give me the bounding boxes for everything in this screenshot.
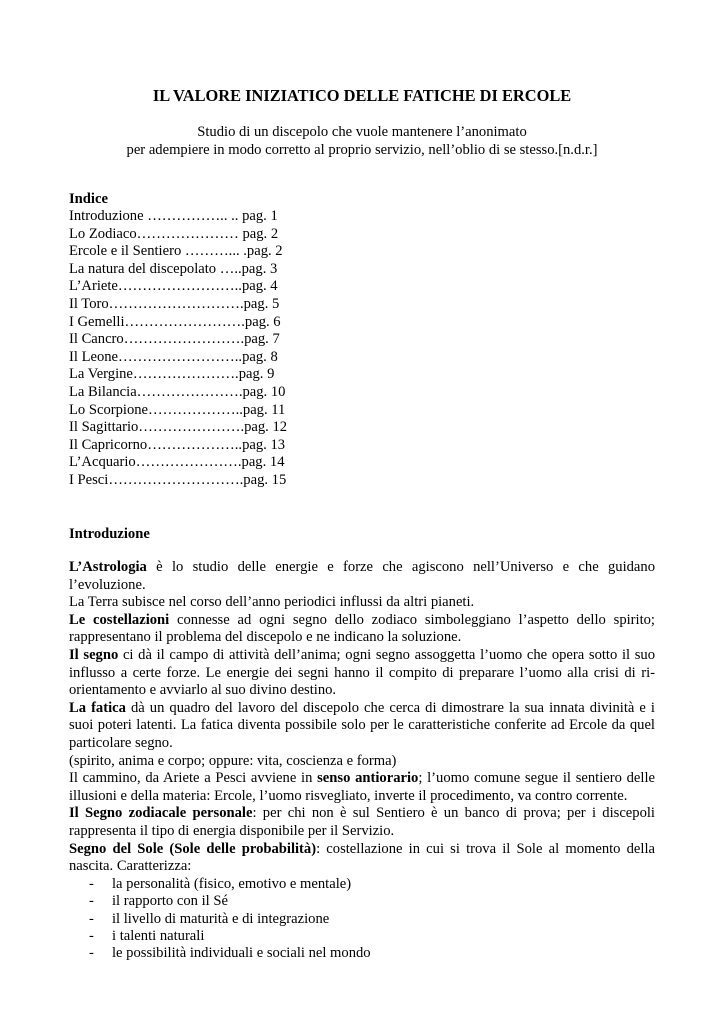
- list-item-text: il rapporto con il Sé: [112, 893, 228, 910]
- paragraph-text: ; l’uomo comune segue il sentiero delle illusioni e della materia: Ercole, l’uomo risvegliato, inverte il procedimento, va contro corrente.: [69, 770, 655, 804]
- list-item: [69, 876, 655, 893]
- list-item-text: la personalità (fisico, emotivo e mentale): [112, 875, 352, 892]
- paragraph: [69, 559, 655, 594]
- index-entry: L’Ariete……………………..pag. 4: [69, 278, 278, 295]
- paragraph: La Terra subisce nel corso dell’anno periodici influssi da altri pianeti.: [69, 594, 475, 611]
- index-entry: L’Acquario………………….pag. 14: [69, 454, 285, 471]
- list-item-text: le possibilità individuali e sociali nel mondo: [112, 945, 371, 962]
- index-entry: Il Sagittario………………….pag. 12: [69, 419, 288, 436]
- section-heading-introduction: Introduzione: [69, 526, 150, 542]
- list-item-text: i talenti naturali: [112, 927, 205, 944]
- list-item-text: il livello di maturità e di integrazione: [112, 910, 330, 927]
- index-entry: Il Cancro…………………….pag. 7: [69, 331, 280, 348]
- index-entry: Lo Scorpione………………..pag. 11: [69, 401, 286, 418]
- index-entry: Lo Zodiaco………………… pag. 2: [69, 225, 279, 242]
- index-entry: Il Leone……………………..pag. 8: [69, 348, 278, 365]
- list-item: [69, 945, 655, 962]
- paragraph: [69, 700, 655, 753]
- paragraph: [69, 647, 655, 700]
- introduction-body: [69, 559, 655, 963]
- characteristics-list: [69, 876, 655, 963]
- index-entry: I Gemelli…………………….pag. 6: [69, 313, 281, 330]
- table-of-contents: [69, 190, 369, 490]
- bold-term: Segno del Sole (Sole delle probabilità): [69, 840, 317, 857]
- document-subtitle: [0, 123, 724, 159]
- subtitle-line: per adempiere in modo corretto al proprio servizio, nell’oblio di se stesso.[n.d.r.]: [126, 142, 598, 158]
- paragraph-text: : costellazione in cui si trova il Sole al momento della nascita. Caratterizza:: [69, 840, 655, 875]
- paragraph: [69, 770, 655, 805]
- index-entry: La natura del discepolato …..pag. 3: [69, 260, 278, 277]
- index-entry: La Vergine………………….pag. 9: [69, 366, 275, 383]
- bold-term: Il segno: [69, 646, 119, 663]
- list-item: [69, 928, 655, 945]
- list-dash: -: [89, 875, 94, 892]
- index-entry: Ercole e il Sentiero ………... .pag. 2: [69, 243, 283, 260]
- paragraph: [69, 612, 655, 647]
- index-entry: La Bilancia………………….pag. 10: [69, 383, 286, 400]
- paragraph-text: è lo studio delle energie e forze che agiscono nell’Universo e che guidano l’evoluzione.: [69, 559, 655, 593]
- paragraph-text: ci dà il campo di attività dell’anima; ogni segno assoggetta l’uomo che opera sotto il suo influsso a certe forze. Le energie dei segni hanno il compito di preparare l’uomo alla crisi di ri-orientamento e avviarlo al suo divino destino.: [69, 646, 656, 699]
- paragraph: (spirito, anima e corpo; oppure: vita, coscienza e forma): [69, 752, 397, 769]
- bold-term: Il Segno zodiacale personale: [69, 805, 253, 822]
- list-dash: -: [89, 945, 94, 962]
- paragraph-text: : per chi non è sul Sentiero è un banco di prova; per i discepoli rappresenta il tipo di energia disponibile per il Servizio.: [69, 805, 655, 839]
- paragraph-text: Il cammino, da Ariete a Pesci avviene in: [69, 770, 318, 787]
- paragraph-text: connesse ad ogni segno dello zodiaco simboleggiano l’aspetto dello spirito; rappresentano il problema del discepolo e ne indicano la soluzione.: [69, 611, 655, 646]
- list-item: [69, 911, 655, 928]
- bold-term: Le costellazioni: [69, 611, 170, 628]
- list-item: [69, 893, 655, 910]
- subtitle-line: Studio di un discepolo che vuole mantenere l’anonimato: [197, 124, 527, 140]
- paragraph-text: dà un quadro del lavoro del discepolo che cerca di dimostrare la sua innata divinità e i suoi poteri latenti. La fatica diventa possibile solo per le caratteristiche conferite ad Ercole da quel particolare segno.: [69, 699, 655, 751]
- list-dash: -: [89, 910, 94, 927]
- document-title: IL VALORE INIZIATICO DELLE FATICHE DI ERCOLE: [152, 86, 572, 105]
- list-dash: -: [89, 893, 94, 910]
- paragraph: [69, 841, 655, 876]
- index-heading: Indice: [69, 191, 108, 207]
- list-dash: -: [89, 927, 94, 944]
- index-entry: Introduzione …………….. .. pag. 1: [69, 208, 278, 224]
- bold-term: L’Astrologia: [69, 559, 147, 575]
- paragraph: [69, 805, 655, 840]
- bold-term: La fatica: [69, 699, 126, 716]
- bold-term: senso antiorario: [317, 770, 419, 787]
- index-entry: I Pesci……………………….pag. 15: [69, 471, 287, 488]
- index-entry: Il Toro……………………….pag. 5: [69, 295, 280, 312]
- index-entry: Il Capricorno………………..pag. 13: [69, 436, 286, 453]
